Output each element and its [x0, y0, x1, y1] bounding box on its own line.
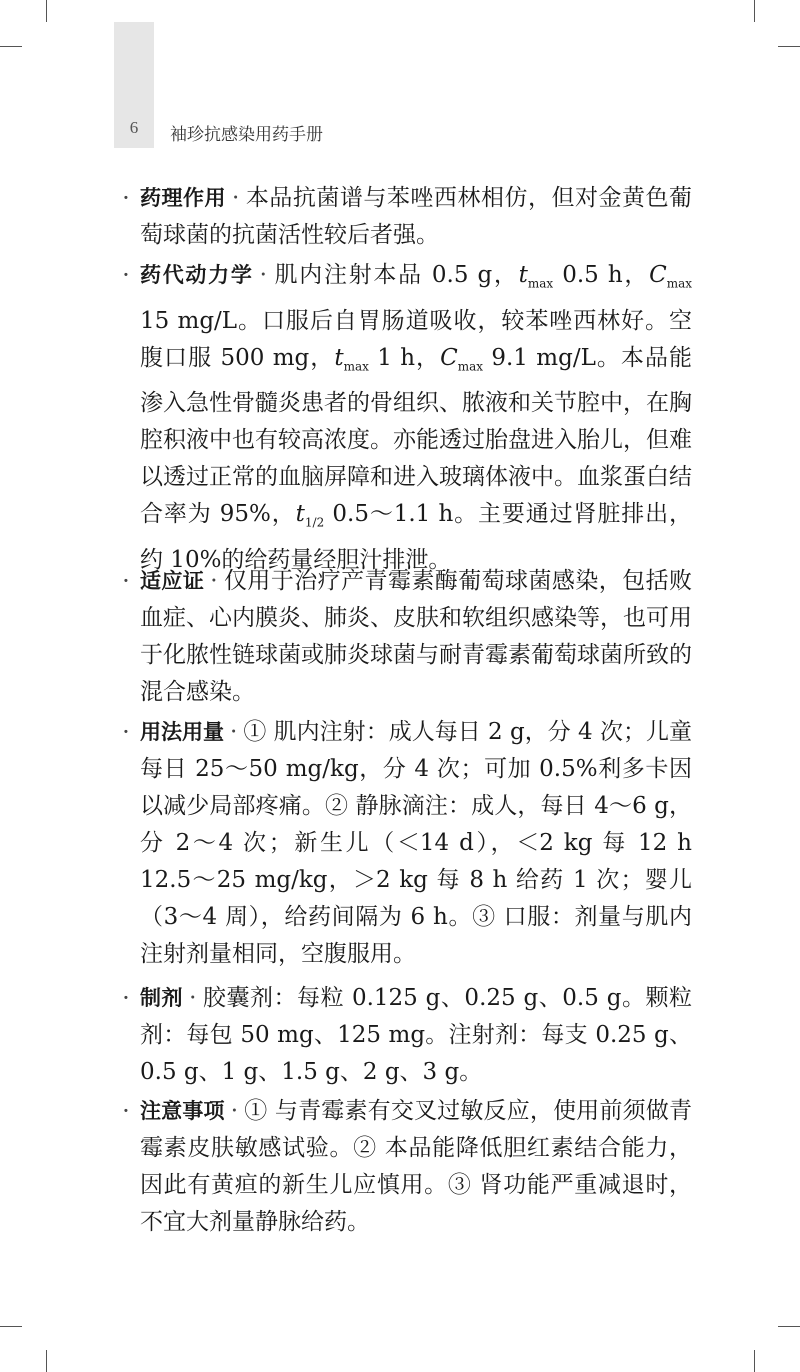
crop-mark [46, 1350, 47, 1372]
crop-mark [0, 1326, 22, 1327]
bullet-dot: · [122, 567, 130, 595]
bullet-dot: · [122, 718, 130, 746]
crop-mark [754, 0, 755, 22]
page-number: 6 [129, 118, 139, 137]
section-text: 本品抗菌谱与苯唑西林相仿，但对金黄色葡萄球菌的抗菌活性较后者强。 [140, 185, 693, 248]
section-text: 仅用于治疗产青霉素酶葡萄球菌感染，包括败血症、心内膜炎、肺炎、皮肤和软组织感染等，也可用于化脓性链球菌或肺炎球菌与耐青霉素葡萄球菌所致的混合感染。 [140, 568, 693, 705]
section-text: 肌内注射本品 0.5 g，$t_{max}$ 0.5 h，$C_{max}$ 15 mg/L。口服后自胃肠道吸收，较苯唑西林好。空腹口服 500 mg，$t_{max}$ 1 h，$C_{max}$ 9.1 mg/L。本品能渗入急性骨髓炎患者的骨组织、脓液和关节腔中，在胸腔积液中也有较高浓度。亦能透过胎盘进入胎儿，但难以透过正常的血脑屏障和进入玻璃体液中。血浆蛋白结合率为 95%，$t_{1/2}$ 0.5～1.1 h。主要通过肾脏排出，约 10%的给药量经胆汁排泄。 [140, 262, 692, 573]
crop-mark [754, 1350, 755, 1372]
bullet-dot: · [122, 184, 130, 212]
section-indications: · 适应证 · 仅用于治疗产青霉素酶葡萄球菌感染，包括败血症、心内膜炎、肺炎、皮肤和软组织感染等，也可用于化脓性链球菌或肺炎球菌与耐青霉素葡萄球菌所致的混合感染。 [112, 563, 692, 711]
section-heading: 制剂 [140, 986, 184, 1010]
section-heading: 药代动力学 [140, 263, 254, 287]
section-precautions: · 注意事项 · ① 与青霉素有交叉过敏反应，使用前须做青霉素皮肤敏感试验。② 本品能降低胆红素结合能力，因此有黄疸的新生儿应慎用。③ 肾功能严重减退时，不宜大剂量静脉给药。 [112, 1093, 692, 1241]
section-pharmacology: · 药理作用 · 本品抗菌谱与苯唑西林相仿，但对金黄色葡萄球菌的抗菌活性较后者强。 [112, 180, 692, 254]
section-heading: 药理作用 [140, 186, 227, 210]
section-text: ① 与青霉素有交叉过敏反应，使用前须做青霉素皮肤敏感试验。② 本品能降低胆红素结合能力，因此有黄疸的新生儿应慎用。③ 肾功能严重减退时，不宜大剂量静脉给药。 [140, 1098, 693, 1235]
section-heading: 用法用量 [140, 720, 225, 744]
section-text: 胶囊剂：每粒 0.125 g、0.25 g、0.5 g。颗粒剂：每包 50 mg、125 mg。注射剂：每支 0.25 g、0.5 g、1 g、1.5 g、2 g、3 g。 [140, 985, 693, 1085]
section-preparations: · 制剂 · 胶囊剂：每粒 0.125 g、0.25 g、0.5 g。颗粒剂：每包 50 mg、125 mg。注射剂：每支 0.25 g、0.5 g、1 g、1.5 g、2 g、3 g。 [112, 980, 692, 1091]
section-text: ① 肌内注射：成人每日 2 g，分 4 次；儿童每日 25～50 mg/kg，分 4 次；可加 0.5%利多卡因以减少局部疼痛。② 静脉滴注：成人，每日 4～6 g，分 2～4 次；新生儿（＜14 d），＜2 kg 每 12 h 12.5～25 mg/kg，＞2 kg 每 8 h 给药 1 次；婴儿（3～4 周），给药间隔为 6 h。③ 口服：剂量与肌内注射剂量相同，空腹服用。 [140, 719, 693, 967]
crop-mark [0, 46, 22, 47]
bullet-dot: · [122, 1097, 130, 1125]
bullet-dot: · [122, 984, 130, 1012]
crop-mark [778, 1326, 800, 1327]
bullet-dot: · [122, 261, 130, 289]
crop-mark [46, 0, 47, 22]
section-heading: 注意事项 [140, 1099, 225, 1123]
crop-mark [778, 46, 800, 47]
running-head: 袖珍抗感染用药手册 [170, 125, 323, 145]
section-heading: 适应证 [140, 569, 205, 593]
section-dosage: · 用法用量 · ① 肌内注射：成人每日 2 g，分 4 次；儿童每日 25～50 mg/kg，分 4 次；可加 0.5%利多卡因以减少局部疼痛。② 静脉滴注：成人，每日 4～6 g，分 2～4 次；新生儿（＜14 d），＜2 kg 每 12 h 12.5～25 mg/kg，＞2 kg 每 8 h 给药 1 次；婴儿（3～4 周），给药间隔为 6 h。③ 口服：剂量与肌内注射剂量相同，空腹服用。 [112, 714, 692, 973]
section-pharmacokinetics: · 药代动力学 · 肌内注射本品 0.5 g，$t_{max}$ 0.5 h，$C_{max}$ 15 mg/L。口服后自胃肠道吸收，较苯唑西林好。空腹口服 500 mg，$t_{max}$ 1 h，$C_{max}$ 9.1 mg/L。本品能渗入急性骨髓炎患者的骨组织、脓液和关节腔中，在胸腔积液中也有较高浓度。亦能透过胎盘进入胎儿，但难以透过正常的血脑屏障和进入玻璃体液中。血浆蛋白结合率为 95%，$t_{1/2}$ 0.5～1.1 h。主要通过肾脏排出，约 10%的给药量经胆汁排泄。 [112, 257, 692, 579]
